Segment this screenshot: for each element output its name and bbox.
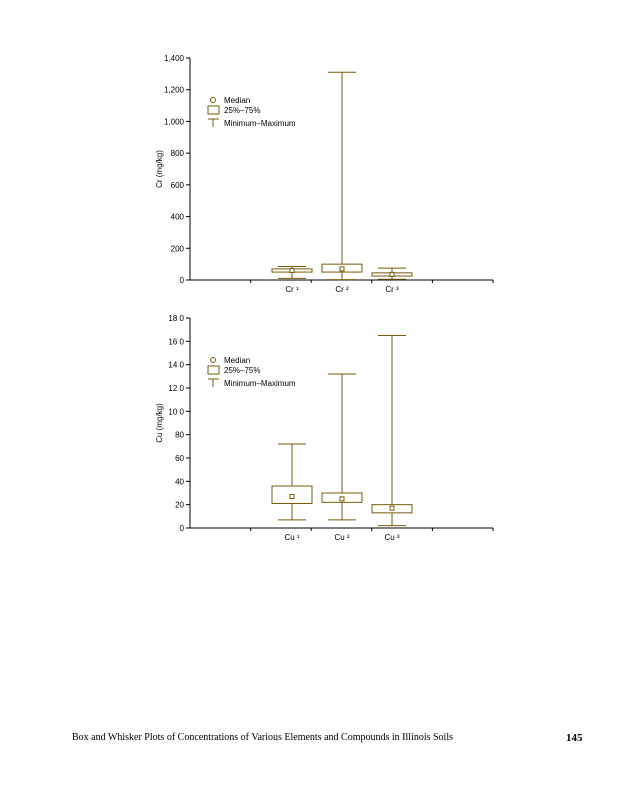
y-axis-label: Cu (mg/kg) <box>155 403 164 443</box>
x-tick-label: Cr ¹ <box>285 285 299 294</box>
y-tick-label: 12 0 <box>168 384 184 393</box>
y-tick-label: 16 0 <box>168 337 184 347</box>
x-tick-label: Cr ³ <box>385 285 399 294</box>
y-tick-label: 40 <box>175 477 184 487</box>
y-tick-label: 800 <box>170 149 184 159</box>
legend-iqr-icon <box>208 106 219 114</box>
legend-minmax-label: Minimum–Maximum <box>224 379 296 388</box>
y-tick-label: 1,400 <box>163 54 184 63</box>
median-marker <box>390 506 394 510</box>
legend-minmax-label: Minimum–Maximum <box>224 119 296 128</box>
legend-iqr-label: 25%–75% <box>224 106 261 115</box>
median-marker <box>340 267 344 271</box>
median-marker <box>290 495 294 499</box>
cr-box-plot <box>0 0 618 310</box>
y-tick-label: 10 0 <box>168 407 184 417</box>
y-tick-label: 600 <box>170 180 184 190</box>
legend-median-icon <box>211 98 216 103</box>
legend-median-icon <box>211 358 216 363</box>
y-tick-label: 200 <box>170 244 184 254</box>
cu-box-plot <box>0 300 618 560</box>
y-tick-label: 0 <box>179 276 184 285</box>
footer-title: Box and Whisker Plots of Concentrations of Various Elements and Compounds in Illinois Soils <box>72 732 454 743</box>
y-tick-label: 18 0 <box>168 314 184 323</box>
y-tick-label: 20 <box>175 500 184 510</box>
y-tick-label: 60 <box>175 454 184 463</box>
legend-iqr-label: 25%–75% <box>224 366 261 375</box>
x-tick-label: Cu ³ <box>384 533 400 542</box>
y-axis-label: Cr (mg/kg) <box>155 150 164 188</box>
x-tick-label: Cu ² <box>334 533 350 542</box>
legend-median-label: Median <box>224 96 251 105</box>
x-tick-label: Cu ¹ <box>284 533 300 542</box>
page-number: 145 <box>566 732 583 744</box>
legend-median-label: Median <box>224 356 251 365</box>
y-tick-label: 0 <box>179 524 184 533</box>
y-tick-label: 400 <box>170 212 184 222</box>
median-marker <box>340 497 344 501</box>
y-tick-label: 14 0 <box>168 360 184 370</box>
y-tick-label: 80 <box>175 430 184 440</box>
y-tick-label: 1,200 <box>163 85 184 95</box>
median-marker <box>290 268 294 272</box>
median-marker <box>390 272 394 276</box>
legend-iqr-icon <box>208 366 219 374</box>
y-tick-label: 1,000 <box>163 117 184 127</box>
x-tick-label: Cr ² <box>335 285 349 294</box>
